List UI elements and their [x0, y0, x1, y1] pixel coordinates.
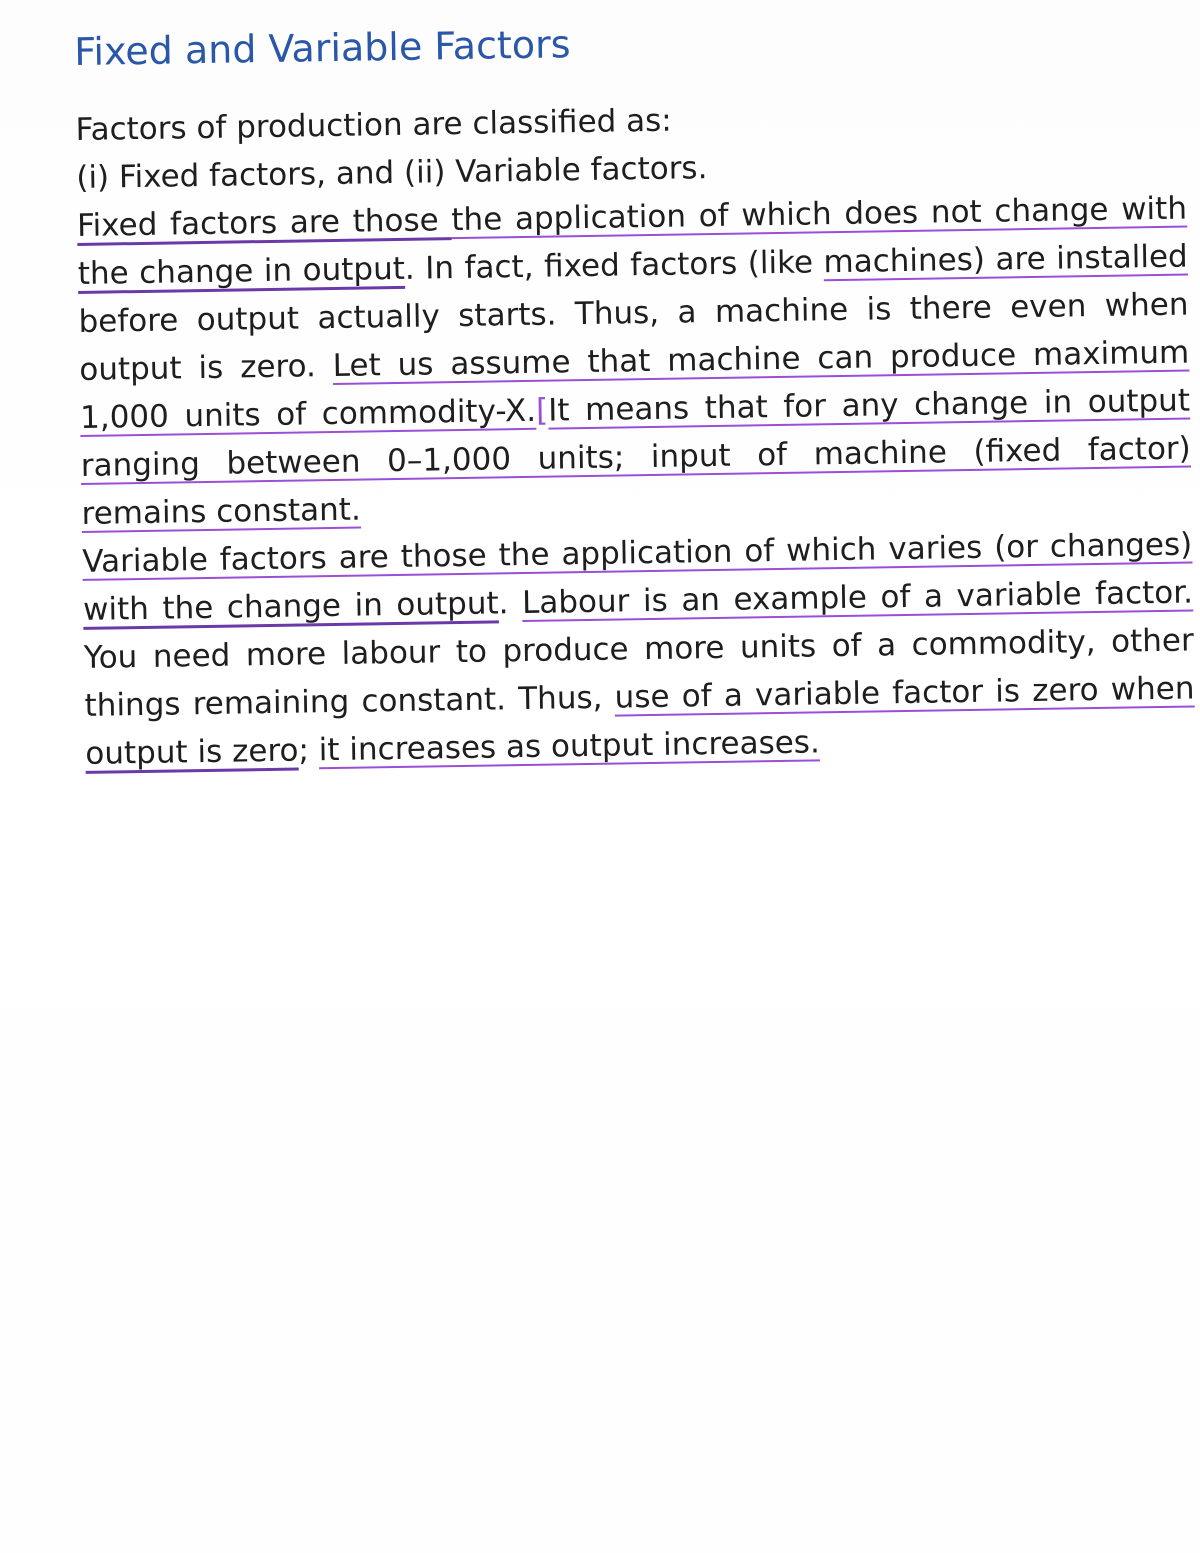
variable-line-5-a: output is zero	[85, 732, 299, 772]
fixed-line-1-a: Fixed factors are those	[76, 201, 452, 244]
fixed-line-7-text: remains constant.	[81, 491, 362, 532]
variable-line-3: You need more labour to produce more units of a commodity, other	[83, 622, 1195, 676]
fixed-line-5-b: It means that for any change in output	[547, 382, 1191, 429]
intro-line-1: Factors of production are classified as:	[75, 102, 673, 148]
fixed-line-2-b: . In fact, fixed factors (like	[404, 243, 824, 287]
variable-line-1-text: Variable factors are those the application of which varies (or changes)	[82, 526, 1193, 580]
section-heading: Fixed and Variable Factors	[74, 22, 571, 74]
variable-line-2-b: .	[498, 584, 523, 621]
variable-line-2-c: Labour is an example of a variable factor.	[521, 574, 1194, 621]
fixed-line-3: before output actually starts. Thus, a machine is there even when	[78, 286, 1189, 340]
intro-line-2: (i) Fixed factors, and (ii) Variable factors.	[76, 149, 708, 196]
fixed-line-5-a: 1,000 units of commodity-X.	[79, 392, 537, 436]
variable-line-2-a: with the change in output	[82, 584, 499, 628]
fixed-line-1-b: the application of which does not change with	[451, 190, 1188, 238]
variable-line-5-c: it increases as output increases.	[318, 723, 821, 768]
variable-factors-paragraph	[82, 520, 1196, 777]
fixed-line-2-a: the change in output	[77, 250, 406, 292]
variable-line-4-b: use of a variable factor is zero when	[614, 670, 1195, 716]
fixed-line-4-b: Let us assume that machine can produce maximum	[332, 334, 1190, 384]
fixed-line-4-a: output is zero.	[79, 347, 334, 388]
fixed-line-6-text: ranging between 0–1,000 units; input of machine (fixed factor)	[80, 430, 1191, 484]
fixed-line-2-c: machines) are installed	[823, 238, 1188, 280]
variable-line-4-a: things remaining constant. Thus,	[84, 679, 615, 724]
bracket-mark: [	[535, 392, 549, 429]
variable-line-5-b: ;	[298, 731, 320, 769]
page-content	[74, 13, 1196, 778]
fixed-factors-paragraph	[77, 184, 1192, 537]
intro-paragraph	[75, 88, 1186, 201]
